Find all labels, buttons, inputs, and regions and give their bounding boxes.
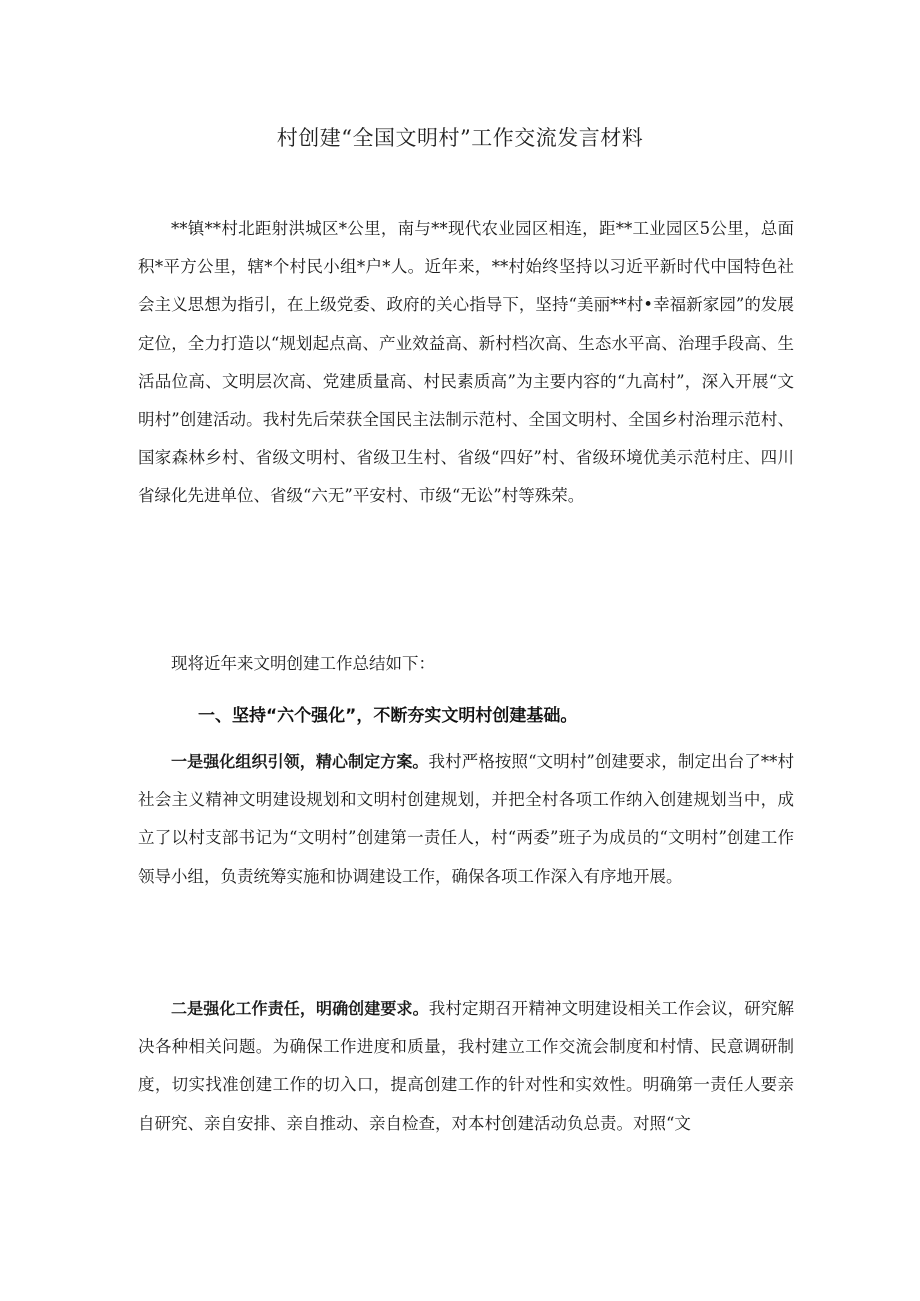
item-text-2: 我村定期召开精神文明建设相关工作会议，研究解决各种相关问题。为确保工作进度和质量，我村建立工作交流会制度和村情、民意调研制度，切实找准创建工作的切入口，提高创建工作的针对性和实效性。明确第一责任人要亲自研究、亲自安排、亲自推动、亲自检查，对本村创建活动负总责。对照“文	[138, 999, 794, 1133]
item-text-1: 我村严格按照“文明村”创建要求，制定出台了**村社会主义精神文明建设规划和文明村创建规划，并把全村各项工作纳入创建规划当中，成立了以村支部书记为“文明村”创建第一责任人，村“两委”班子为成员的“文明村”创建工作领导小组，负责统筹实施和协调建设工作，确保各项工作深入有序地开展。	[138, 752, 794, 886]
item-lead-2: 二是强化工作责任，明确创建要求。	[171, 999, 429, 1018]
intro-paragraph: **镇**村北距射洪城区*公里，南与**现代农业园区相连，距**工业园区5公里，总面积*平方公里，辖*个村民小组*户*人。近年来，**村始终坚持以习近平新时代中国特色社会主义思想为指引，在上级党委、政府的关心指导下，坚持“美丽**村•幸福新家园”的发展定位，全力打造以“规划起点高、产业效益高、新村档次高、生态水平高、治理手段高、生活品位高、文明层次高、党建质量高、村民素质高”为主要内容的“九高村”，深入开展“文明村”创建活动。我村先后荣获全国民主法制示范村、全国文明村、全国乡村治理示范村、国家森林乡村、省级文明村、省级卫生村、省级“四好”村、省级环境优美示范村庄、四川省绿化先进单位、省级“六无”平安村、市级“无讼”村等殊荣。	[138, 219, 794, 506]
item-paragraph-2	[138, 990, 794, 1143]
section-heading: 一、坚持“六个强化”，不断夯实文明村创建基础。	[198, 706, 578, 726]
item-paragraph-1	[138, 743, 794, 896]
summary-intro-paragraph: 现将近年来文明创建工作总结如下：	[171, 654, 435, 673]
document-title: 村创建“全国文明村”工作交流发言材料	[276, 126, 644, 150]
item-lead-1: 一是强化组织引领，精心制定方案。	[171, 752, 429, 771]
